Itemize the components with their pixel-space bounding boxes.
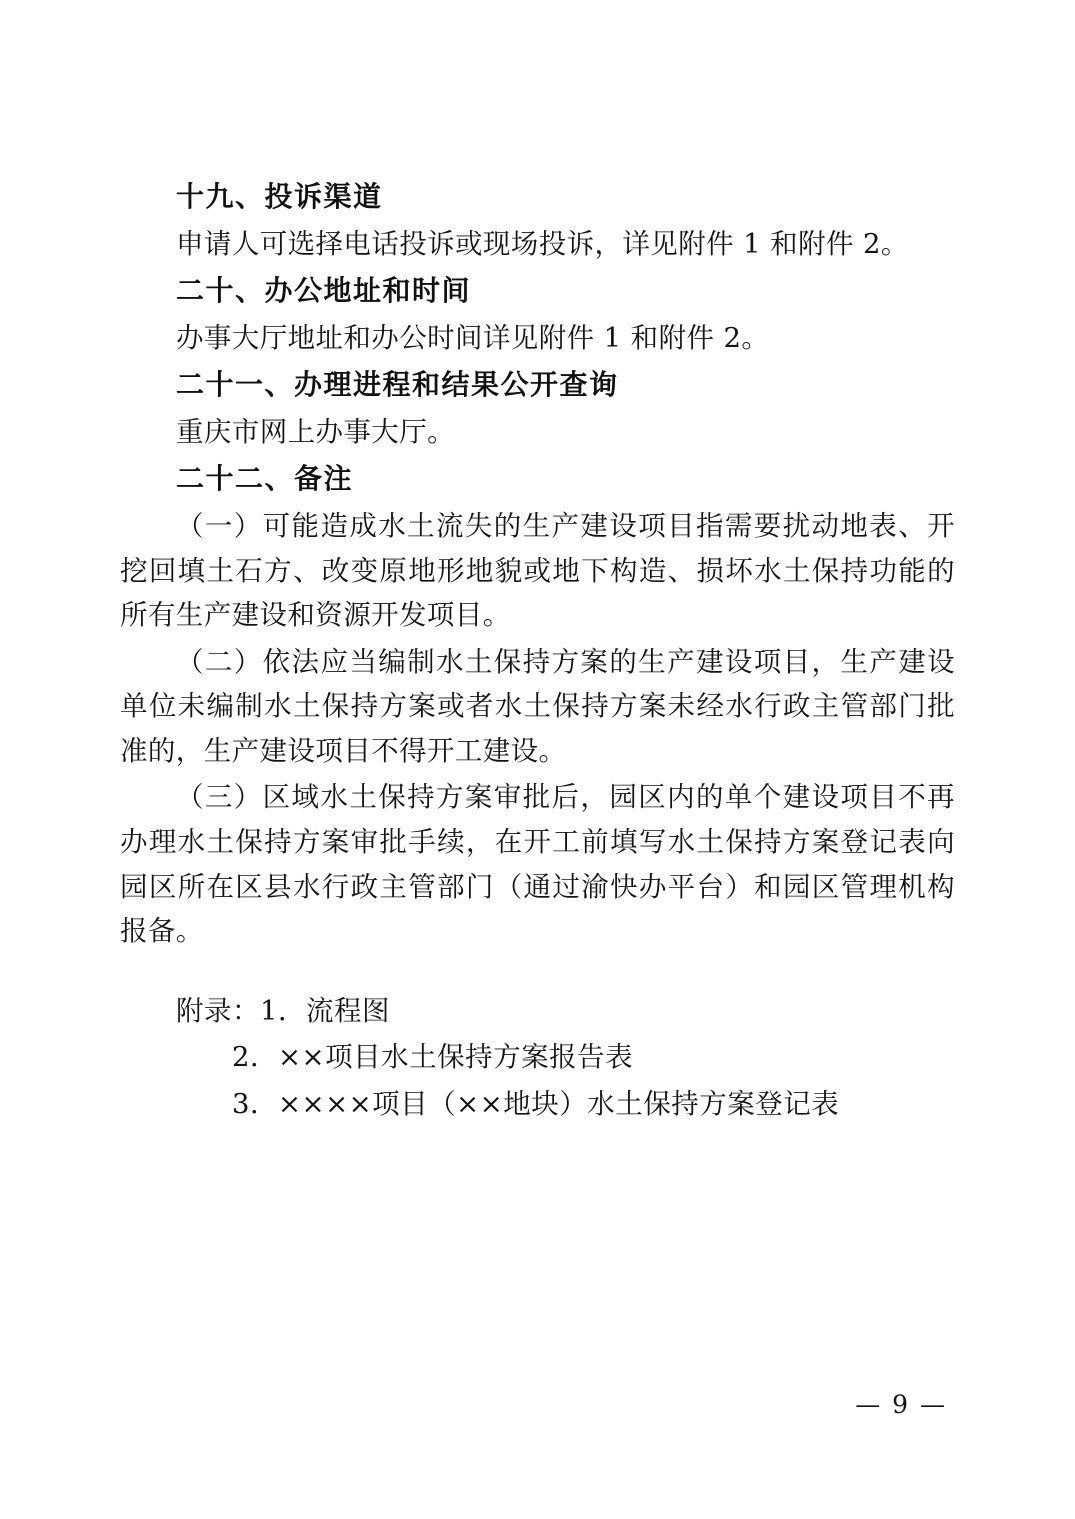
section-heading-office-address-time: 二十、办公地址和时间 xyxy=(176,273,472,307)
appendix-item-flowchart: 附录：1．流程图 xyxy=(176,994,390,1027)
page-number: — 9 — xyxy=(855,1390,947,1419)
remark-paragraph-one: （一）可能造成水土流失的生产建设项目指需要扰动地表、开挖回填土石方、改变原地形地貌或地下构造、损坏水土保持功能的所有生产建设和资源开发项目。 xyxy=(120,510,955,632)
section-paragraph-progress-query: 重庆市网上办事大厅。 xyxy=(176,416,455,449)
document-body xyxy=(120,175,955,1128)
section-heading-progress-query: 二十一、办理进程和结果公开查询 xyxy=(176,367,619,401)
section-heading-complaint-channel: 十九、投诉渠道 xyxy=(176,180,383,213)
remark-paragraph-two: （二）依法应当编制水土保持方案的生产建设项目，生产建设单位未编制水土保持方案或者水土保持方案未经水行政主管部门批准的，生产建设项目不得开工建设。 xyxy=(120,645,955,767)
remark-paragraph-three: （三）区域水土保持方案审批后，园区内的单个建设项目不再办理水土保持方案审批手续，在开工前填写水土保持方案登记表向园区所在区县水行政主管部门（通过渝快办平台）和园区管理机构报备。 xyxy=(120,781,955,948)
section-paragraph-complaint-channel: 申请人可选择电话投诉或现场投诉，详见附件 1 和附件 2。 xyxy=(176,228,909,261)
appendix-list xyxy=(120,988,955,1128)
appendix-item-registration-form: 3．××××项目（××地块）水土保持方案登记表 xyxy=(232,1088,840,1121)
section-paragraph-office-address-time: 办事大厅地址和办公时间详见附件 1 和附件 2。 xyxy=(176,322,770,355)
appendix-item-report-form: 2．××项目水土保持方案报告表 xyxy=(232,1041,634,1074)
section-heading-remarks: 二十二、备注 xyxy=(176,461,354,495)
